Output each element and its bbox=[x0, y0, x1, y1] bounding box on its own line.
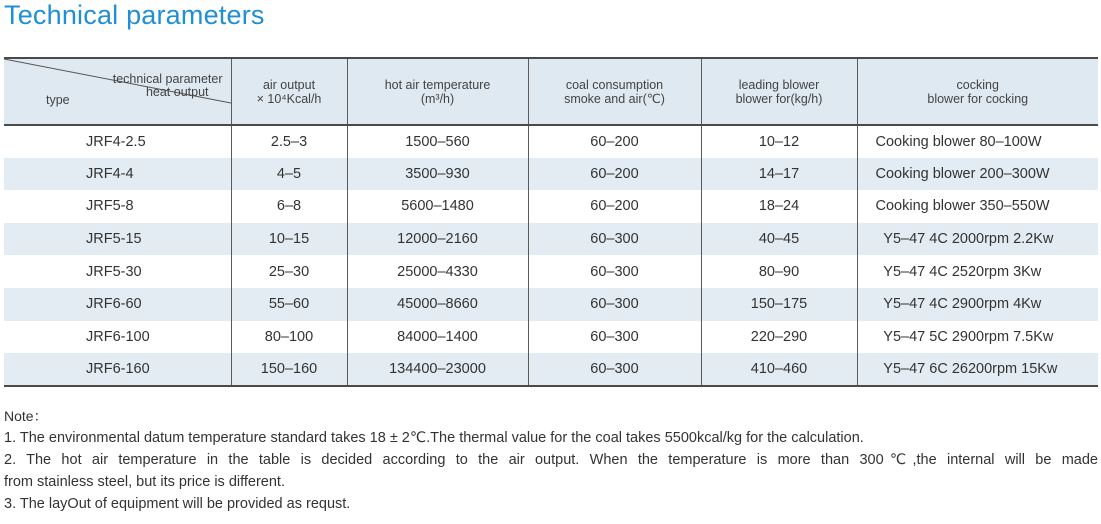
cell-coal: 60–300 bbox=[528, 353, 701, 386]
header-air-output-line2: × 10⁴Kcal/h bbox=[256, 91, 322, 106]
header-hot-air-line2: (m³/h) bbox=[420, 91, 455, 106]
cell-cocking: Y5–47 5C 2900rpm 7.5Kw bbox=[857, 321, 1098, 354]
cell-air-output: 4–5 bbox=[231, 158, 347, 191]
cell-cocking: Y5–47 4C 2000rpm 2.2Kw bbox=[857, 223, 1098, 256]
table-row bbox=[4, 190, 1098, 223]
table-header-row bbox=[4, 58, 1098, 125]
header-heat-output: heat output bbox=[145, 85, 209, 99]
header-coal-consumption bbox=[528, 58, 701, 125]
header-leading-blower bbox=[701, 58, 857, 125]
cell-blower: 80–90 bbox=[701, 255, 857, 288]
cell-coal: 60–300 bbox=[528, 223, 701, 256]
cell-coal: 60–300 bbox=[528, 321, 701, 354]
header-corner-cell bbox=[4, 58, 231, 125]
cell-coal: 60–200 bbox=[528, 125, 701, 158]
table-row bbox=[4, 158, 1098, 191]
cell-cocking: Cooking blower 80–100W bbox=[857, 125, 1098, 158]
cell-coal: 60–300 bbox=[528, 255, 701, 288]
cell-hot-air: 3500–930 bbox=[347, 158, 528, 191]
cell-coal: 60–200 bbox=[528, 190, 701, 223]
page-title: Technical parameters bbox=[4, 0, 265, 30]
cell-hot-air: 84000–1400 bbox=[347, 321, 528, 354]
notes-label: Note： bbox=[4, 408, 48, 424]
header-hot-air-temperature bbox=[347, 58, 528, 125]
table-row bbox=[4, 353, 1098, 386]
note-1: 1. The environmental datum temperature standard takes 18 ± 2℃.The thermal value for the coal takes 5500kcal/kg for the calculation. bbox=[4, 430, 864, 446]
cell-type: JRF5-8 bbox=[86, 198, 134, 215]
table-row bbox=[4, 288, 1098, 321]
cell-cocking: Cooking blower 350–550W bbox=[857, 190, 1098, 223]
header-technical-parameter: technical parameter bbox=[112, 72, 223, 86]
header-coal-line1: coal consumption bbox=[565, 77, 664, 92]
header-air-output bbox=[231, 58, 347, 125]
note-2-line1: 2. The hot air temperature in the table is decided according to the air output. When the temperature is more than 300℃,the internal will be made bbox=[4, 452, 1098, 468]
header-air-output-line1: air output bbox=[262, 77, 316, 92]
header-coal-line2: smoke and air(℃) bbox=[564, 91, 665, 106]
table-row bbox=[4, 125, 1098, 158]
cell-type: JRF5-15 bbox=[4, 223, 231, 256]
cell-blower: 220–290 bbox=[701, 321, 857, 354]
cell-type: JRF6-160 bbox=[4, 353, 231, 386]
cell-cocking: Y5–47 6C 26200rpm 15Kw bbox=[857, 353, 1098, 386]
cell-air-output: 55–60 bbox=[231, 288, 347, 321]
note-3: 3. The layOut of equipment will be provided as requst. bbox=[4, 496, 351, 512]
cell-type: JRF4-4 bbox=[4, 158, 231, 191]
table-row bbox=[4, 255, 1098, 288]
header-type: type bbox=[46, 93, 70, 107]
cell-blower: 150–175 bbox=[701, 288, 857, 321]
header-cocking-line2: blower for cocking bbox=[927, 91, 1029, 106]
header-hot-air-line1: hot air temperature bbox=[384, 77, 491, 92]
cell-cocking: Cooking blower 200–300W bbox=[857, 158, 1098, 191]
cell-type: JRF4-2.5 bbox=[86, 133, 146, 150]
cell-blower: 10–12 bbox=[701, 125, 857, 158]
header-blower-line1: leading blower bbox=[738, 77, 820, 92]
cell-type: JRF6-60 bbox=[4, 288, 231, 321]
cell-blower: 40–45 bbox=[701, 223, 857, 256]
cell-blower: 410–460 bbox=[701, 353, 857, 386]
cell-type: JRF5-30 bbox=[86, 263, 142, 280]
cell-cocking: Y5–47 4C 2520rpm 3Kw bbox=[857, 255, 1098, 288]
header-cocking-line1: cocking bbox=[956, 77, 999, 92]
table-row bbox=[4, 223, 1098, 256]
note-2-line2: from stainless steel, but its price is different. bbox=[4, 474, 285, 490]
cell-hot-air: 25000–4330 bbox=[347, 255, 528, 288]
cell-air-output: 80–100 bbox=[231, 321, 347, 354]
cell-hot-air: 12000–2160 bbox=[347, 223, 528, 256]
technical-parameters-table bbox=[4, 57, 1098, 387]
cell-coal: 60–300 bbox=[528, 288, 701, 321]
cell-air-output: 10–15 bbox=[231, 223, 347, 256]
cell-air-output: 150–160 bbox=[231, 353, 347, 386]
cell-hot-air: 1500–560 bbox=[347, 125, 528, 158]
cell-coal: 60–200 bbox=[528, 158, 701, 191]
notes-section bbox=[4, 405, 1098, 515]
table-row bbox=[4, 321, 1098, 354]
cell-air-output: 6–8 bbox=[231, 190, 347, 223]
cell-hot-air: 45000–8660 bbox=[347, 288, 528, 321]
header-corner-top bbox=[113, 73, 223, 99]
cell-hot-air: 134400–23000 bbox=[347, 353, 528, 386]
header-blower-line2: blower for(kg/h) bbox=[735, 91, 823, 106]
cell-cocking: Y5–47 4C 2900rpm 4Kw bbox=[857, 288, 1098, 321]
cell-air-output: 25–30 bbox=[231, 255, 347, 288]
cell-air-output: 2.5–3 bbox=[231, 125, 347, 158]
cell-blower: 14–17 bbox=[701, 158, 857, 191]
cell-blower: 18–24 bbox=[701, 190, 857, 223]
cell-hot-air: 5600–1480 bbox=[347, 190, 528, 223]
cell-type: JRF6-100 bbox=[86, 328, 150, 345]
header-cocking bbox=[857, 58, 1098, 125]
